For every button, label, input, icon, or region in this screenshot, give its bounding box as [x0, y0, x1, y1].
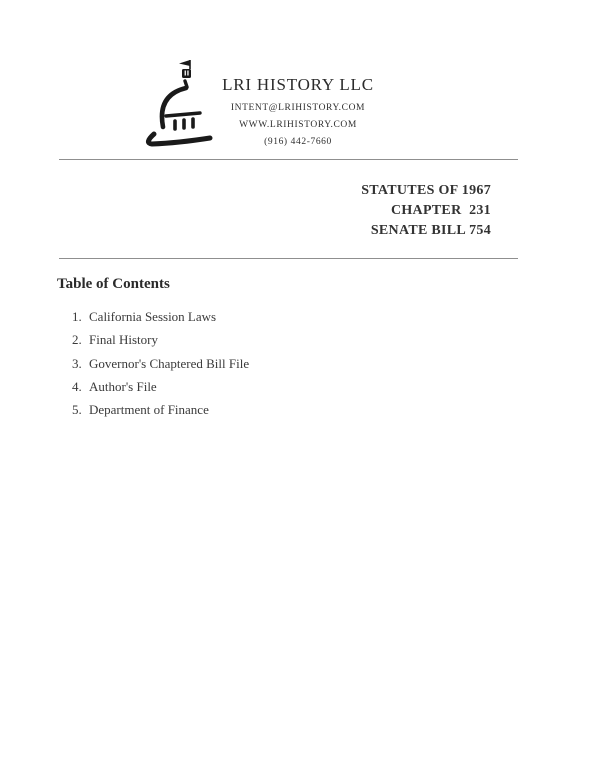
toc-item	[72, 328, 249, 351]
toc-item	[72, 398, 249, 421]
toc-list	[72, 305, 249, 421]
toc-item-label: Author's File	[89, 378, 157, 394]
toc-item-number: 3.	[72, 355, 82, 371]
toc-item-label: Department of Finance	[89, 402, 209, 418]
toc-item-number: 1.	[72, 309, 82, 324]
company-website: WWW.LRIHISTORY.COM	[239, 120, 357, 130]
divider-top	[59, 159, 518, 160]
contact-info	[178, 100, 418, 151]
company-phone: (916) 442-7660	[264, 137, 332, 147]
toc-item-label: Governor's Chaptered Bill File	[89, 355, 250, 371]
toc-item	[72, 375, 249, 398]
toc-item-number: 2.	[72, 332, 82, 348]
divider-bottom	[59, 258, 518, 259]
company-email: INTENT@LRIHISTORY.COM	[230, 103, 366, 113]
toc-item-label: California Session Laws	[89, 309, 217, 324]
toc-item	[72, 305, 249, 328]
toc-item-number: 5.	[72, 402, 82, 418]
letterhead	[178, 74, 418, 151]
statutes-line: STATUTES OF 1967	[361, 183, 491, 198]
toc-item-number: 4.	[72, 378, 82, 394]
toc-item	[72, 352, 249, 375]
toc-item-label: Final History	[89, 332, 158, 348]
senate-bill-line: SENATE BILL 754	[370, 223, 491, 238]
toc-title: Table of Contents	[57, 276, 170, 292]
bill-reference	[361, 181, 491, 241]
chapter-line: CHAPTER 231	[390, 203, 491, 218]
company-name: LRI HISTORY LLC	[222, 75, 374, 94]
